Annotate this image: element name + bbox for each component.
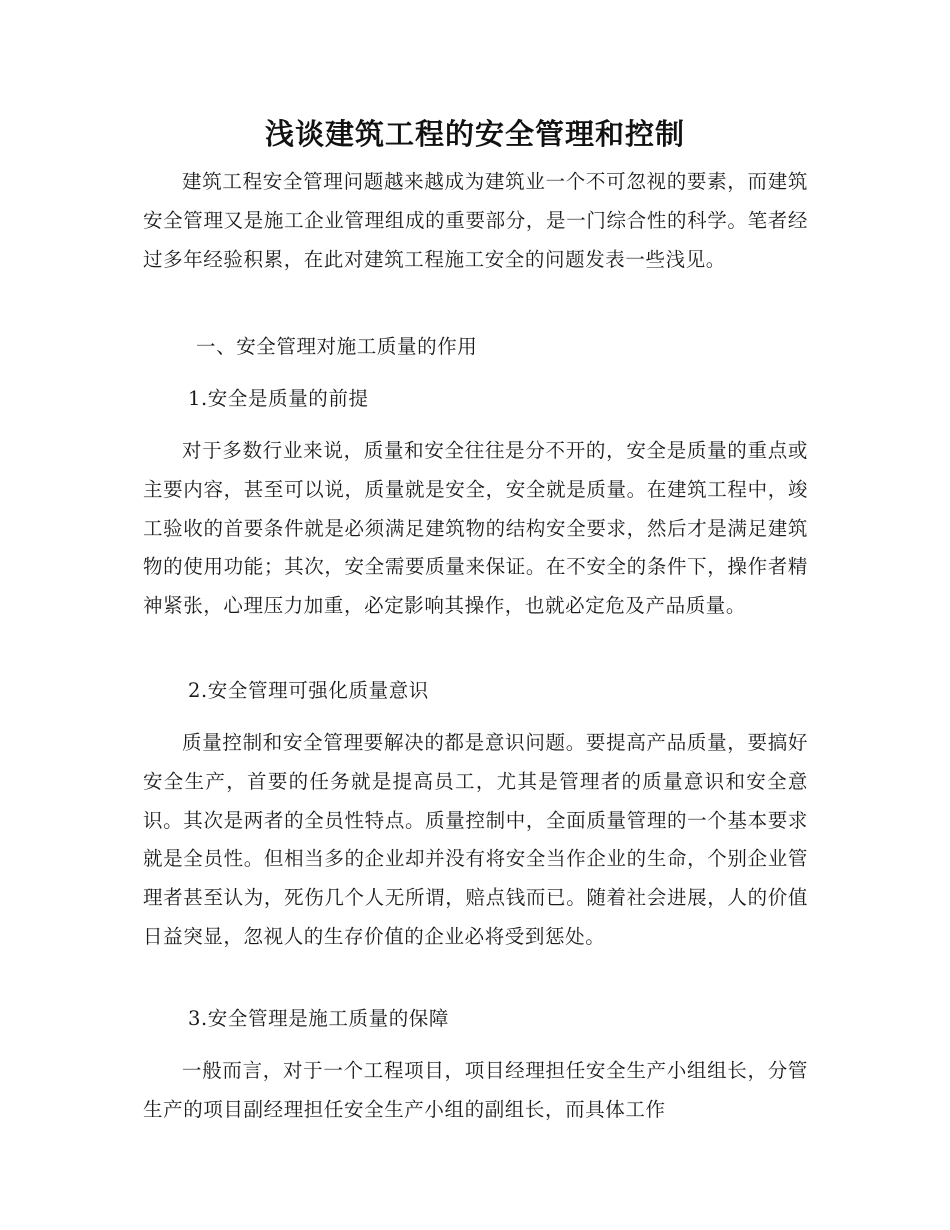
intro-paragraph: 建筑工程安全管理问题越来越成为建筑业一个不可忽视的要素，而建筑安全管理又是施工企业管理组成的重要部分，是一门综合性的科学。笔者经过多年经验积累，在此对建筑工程施工安全的问题发表一些浅见。 (143, 170, 808, 271)
subsection-paragraph-2: 质量控制和安全管理要解决的都是意识问题。要提高产品质量，要搞好安全生产，首要的任务就是提高员工，尤其是管理者的质量意识和安全意识。其次是两者的全员性特点。质量控制中，全面质量管理的一个基本要求就是全员性。但相当多的企业却并没有将安全当作企业的生命，个别企业管理者甚至认为，死伤几个人无所谓，赔点钱而已。随着社会进展，人的价值日益突显，忽视人的生存价值的企业必将受到惩处。 (143, 731, 808, 948)
subsection-heading-3: 3.安全管理是施工质量的保障 (188, 1007, 450, 1030)
subsection-heading-2: 2.安全管理可强化质量意识 (188, 679, 429, 702)
document-title: 浅谈建筑工程的安全管理和控制 (264, 117, 685, 151)
subsection-paragraph-3: 一般而言，对于一个工程项目，项目经理担任安全生产小组组长，分管生产的项目副经理担任安全生产小组的副组长，而具体工作 (143, 1059, 808, 1121)
section-heading-1: 一、安全管理对施工质量的作用 (196, 335, 478, 358)
subsection-heading-1: 1.安全是质量的前提 (188, 387, 369, 410)
subsection-paragraph-1: 对于多数行业来说，质量和安全往往是分不开的，安全是质量的重点或主要内容，甚至可以说，质量就是安全，安全就是质量。在建筑工程中，竣工验收的首要条件就是必须满足建筑物的结构安全要求，然后才是满足建筑物的使用功能；其次，安全需要质量来保证。在不安全的条件下，操作者精神紧张，心理压力加重，必定影响其操作，也就必定危及产品质量。 (143, 439, 808, 618)
